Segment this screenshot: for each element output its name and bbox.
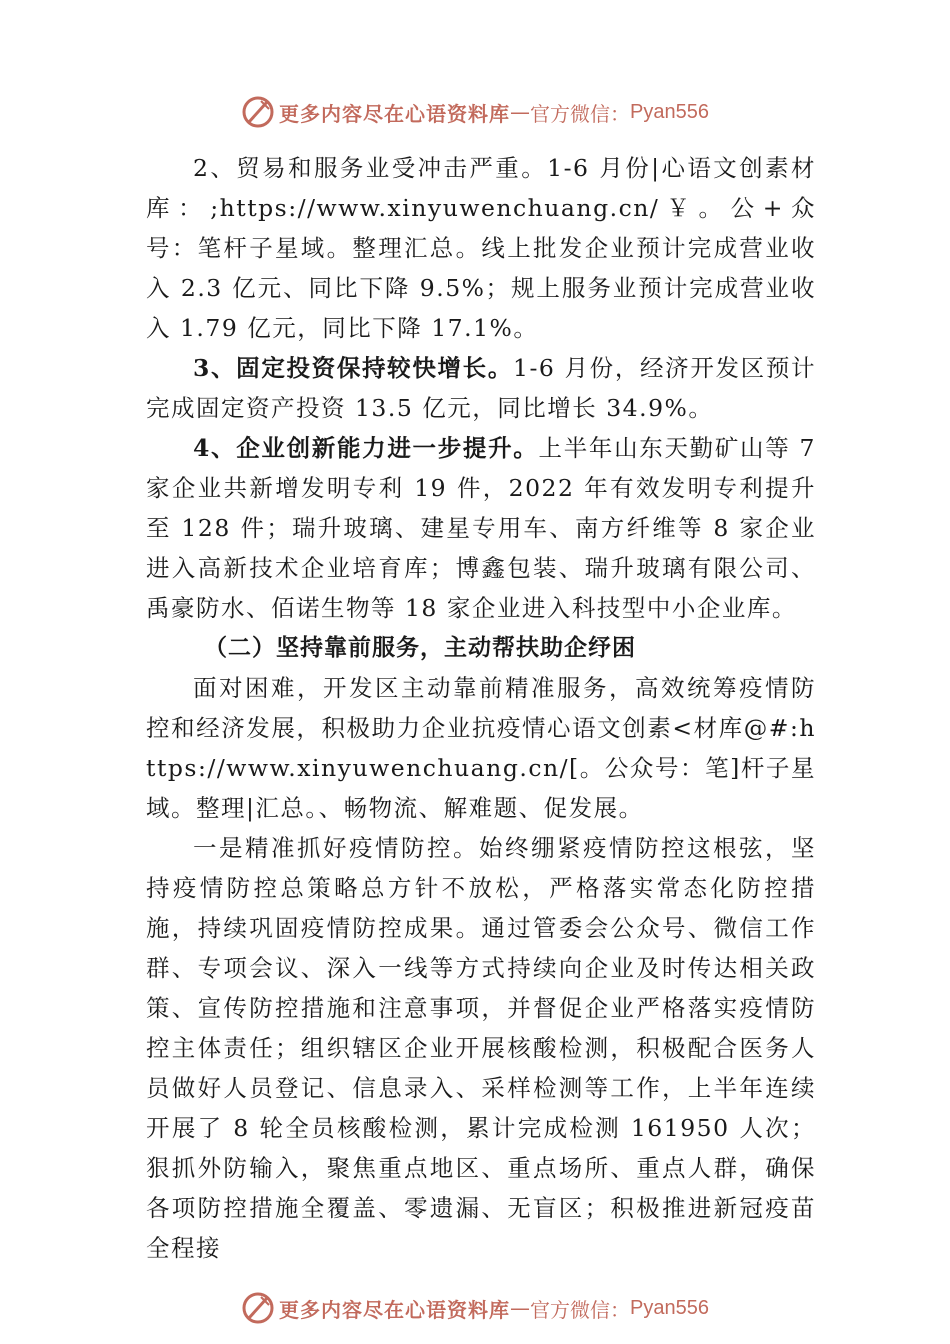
section-title: （二）坚持靠前服务，主动帮扶助企纾困 — [204, 634, 636, 661]
banner-wechat-label: 官方微信： — [530, 101, 631, 126]
pen-logo-icon — [241, 1291, 275, 1325]
banner-dash: — — [510, 100, 531, 124]
banner-wechat-label: 官方微信： — [530, 1297, 631, 1322]
paragraph-body: 1-6 月份，经济开发区预计完成固定资产投资 13.5 亿元，同比增长 34.9%。 — [146, 354, 816, 422]
paragraph-heading: 4、企业创新能力进一步提升。 — [193, 434, 539, 462]
paragraph-service: 面对困难，开发区主动靠前精准服务，高效统筹疫情防控和经济发展，积极助力企业抗疫情心语文创素<材库@#:https://www.xinyuwenchuang.cn/[。公众号：笔]杆子星域。整理|汇总。、畅物流、解难题、促发展。 — [146, 674, 816, 822]
banner-wechat-id: Pyan556 — [630, 100, 709, 123]
paragraph-epidemic-control: 一是精准抓好疫情防控。始终绷紧疫情防控这根弦，坚持疫情防控总策略总方针不放松，严格落实常态化防控措施，持续巩固疫情防控成果。通过管委会公众号、微信工作群、专项会议、深入一线等方式持续向企业及时传达相关政策、宣传防控措施和注意事项，并督促企业严格落实疫情防控主体责任；组织辖区企业开展核酸检测，积极配合医务人员做好人员登记、信息录入、采样检测等工作，上半年连续开展了 8 轮全员核酸检测，累计完成检测 161950 人次；狠抓外防输入，聚焦重点地区、重点场所、重点人群，确保各项防控措施全覆盖、零遗漏、无盲区；积极推进新冠疫苗全程接 — [146, 834, 816, 1262]
paragraph-heading: 3、固定投资保持较快增长。 — [193, 354, 514, 382]
paragraph-innovation — [146, 428, 816, 628]
document-body — [146, 148, 816, 1268]
pen-logo-icon — [241, 95, 275, 129]
banner-wechat-id: Pyan556 — [630, 1296, 709, 1319]
banner-main-text: 更多内容尽在心语资料库 — [279, 1297, 511, 1322]
paragraph-body: 上半年山东天勤矿山等 7 家企业共新增发明专利 19 件，2022 年有效发明专利提升至 128 件；瑞升玻璃、建星专用车、南方纤维等 8 家企业进入高新技术企业培育库；博鑫包装、瑞升玻璃有限公司、禹豪防水、佰诺生物等 18 家企业进入科技型中小企业库。 — [146, 434, 816, 622]
header-banner — [0, 92, 950, 132]
paragraph-trade-services: 2、贸易和服务业受冲击严重。1-6 月份|心语文创素材库：;https://www.xinyuwenchuang.cn/￥。公+众号：笔杆子星域。整理汇总。线上批发企业预计完成营业收入 2.3 亿元、同比下降 9.5%；规上服务业预计完成营业收入 1.79 亿元，同比下降 17.1%。 — [146, 154, 816, 342]
banner-main-text: 更多内容尽在心语资料库 — [279, 101, 511, 126]
footer-banner — [0, 1288, 950, 1328]
banner-dash: — — [510, 1296, 531, 1320]
paragraph-fixed-investment — [146, 348, 816, 428]
